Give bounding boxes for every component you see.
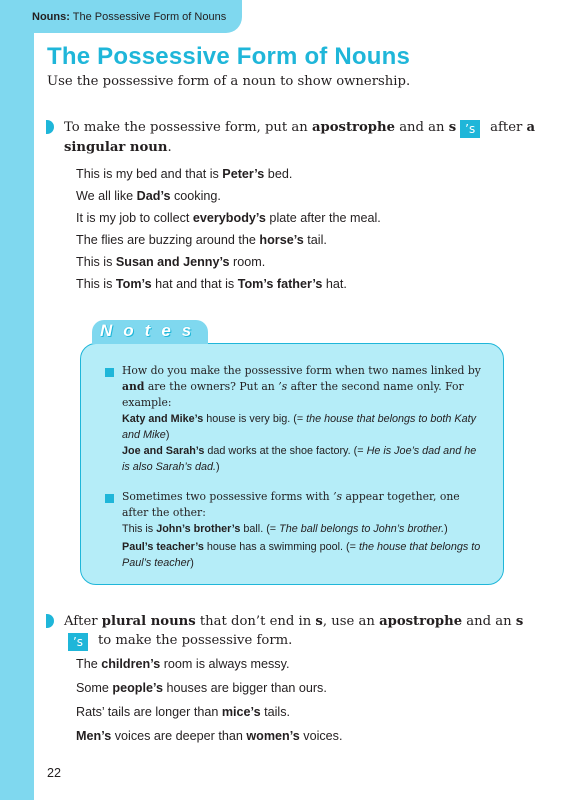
- notes-tab: [92, 320, 208, 344]
- note-2-example-1: This is John’s brother’s ball. (= The ball belongs to John’s brother.): [122, 523, 448, 535]
- rule-singular: To make the possessive form, put an apostrophe and an s ’s after a singular noun.: [64, 120, 536, 155]
- note-2-example-2: Paul’s teacher’s house has a swimming pool. (= the house that belongs to Paul’s teacher): [122, 541, 481, 569]
- notes-tab-label: Notes: [100, 321, 203, 340]
- example-line: The children’s room is always messy.: [76, 657, 290, 671]
- note-1-text: How do you make the possessive form when two names linked by and are the owners? Put an ’s after the second name only. For example:: [122, 364, 481, 409]
- note-1-example-1: Katy and Mike’s house is very big. (= the house that belongs to both Katy and Mike): [122, 413, 477, 441]
- example-line: This is Susan and Jenny’s room.: [76, 255, 266, 269]
- intro-text: Use the possessive form of a noun to show ownership.: [47, 74, 411, 89]
- header-topic: The Possessive Form of Nouns: [72, 11, 227, 23]
- example-line: The flies are buzzing around the horse’s tail.: [76, 233, 327, 247]
- example-line: It is my job to collect everybody’s plate after the meal.: [76, 211, 381, 225]
- rule-plural: After plural nouns that don’t end in s, use an apostrophe and an s’s to make the possessive form.: [64, 614, 524, 649]
- left-color-band: [0, 0, 34, 800]
- bullet-marker: [46, 120, 54, 134]
- page-number: 22: [47, 766, 62, 780]
- apostrophe-s-box: ’s: [68, 633, 88, 651]
- header-section: Nouns:: [32, 11, 70, 23]
- singular-examples: [76, 165, 381, 297]
- example-line: Men’s voices are deeper than women’s voices.: [76, 729, 343, 743]
- note-2-text: Sometimes two possessive forms with ’s appear together, one after the other:: [122, 490, 460, 519]
- example-line: Rats’ tails are longer than mice’s tails.: [76, 705, 290, 719]
- bullet-marker: [46, 614, 54, 628]
- page-title: The Possessive Form of Nouns: [47, 43, 411, 70]
- running-header: [32, 11, 226, 23]
- plural-examples: [76, 655, 342, 751]
- note-square-bullet: [105, 368, 114, 377]
- example-line: We all like Dad’s cooking.: [76, 189, 221, 203]
- example-line: Some people’s houses are bigger than ours.: [76, 681, 327, 695]
- example-line: This is my bed and that is Peter’s bed.: [76, 167, 293, 181]
- note-1-example-2: Joe and Sarah’s dad works at the shoe factory. (= He is Joe’s dad and he is also Sarah’s dad.): [122, 445, 477, 473]
- apostrophe-s-box: ’s: [460, 120, 480, 138]
- example-line: This is Tom’s hat and that is Tom’s father’s hat.: [76, 277, 347, 291]
- note-square-bullet: [105, 494, 114, 503]
